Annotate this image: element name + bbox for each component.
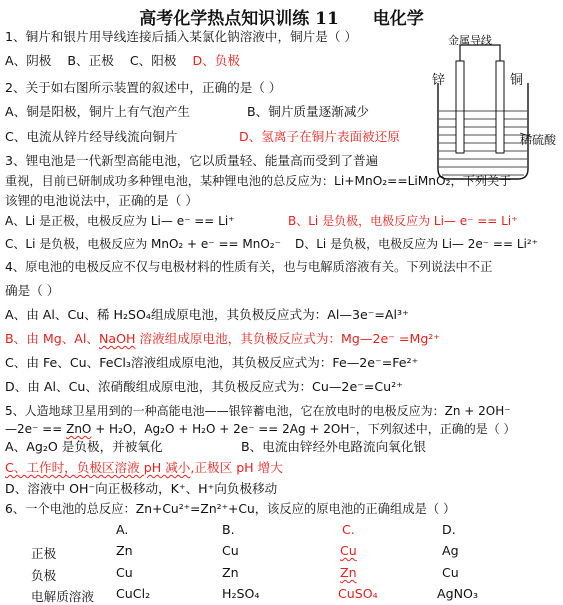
q6-cell: Zn xyxy=(340,565,357,580)
q1-option-b: B、正极 xyxy=(67,53,114,68)
q5-option-c-post: 正极区 pH 增大 xyxy=(194,460,283,475)
q6-stem: 6、一个电池的总反应：Zn+Cu²⁺=Zn²⁺+Cu，该反应的原电池的正确组成是（ ） xyxy=(5,502,456,516)
q4-option-b xyxy=(5,331,440,347)
q5-option-b: B、电流由锌经外电路流向氧化银 xyxy=(241,439,426,454)
q5-row-ab xyxy=(5,439,426,455)
q2-option-a: A、铜是阳极，铜片上有气泡产生 xyxy=(5,104,190,119)
q3-option-c: C、Li 是负极，电极反应为 MnO₂ + e⁻ == MnO₂⁻ xyxy=(5,237,281,251)
q2-row-ab xyxy=(5,104,369,120)
q3-stem-line3: 该锂的电池说法中，正确的是（ ） xyxy=(5,193,198,208)
q4-stem-line1: 4、原电池的电极反应不仅与电极材料的性质有关，也与电解质溶液有关。下列说法中不正 xyxy=(5,260,493,274)
q2-option-c: C、电流从锌片经导线流向铜片 xyxy=(5,129,178,144)
q3-row-cd xyxy=(5,236,538,252)
q2-option-b: B、铜片质量逐渐减少 xyxy=(247,104,369,119)
q1-options xyxy=(5,53,240,69)
q5-stem-line2-post: + H₂O，Ag₂O + H₂O + 2e⁻ == 2Ag + 2OH⁻，下列叙述中，正确的是（ ） xyxy=(91,422,516,436)
q6-row-label: 电解质溶液 xyxy=(31,589,94,604)
q6-header-b: B. xyxy=(222,522,235,537)
q4-option-b-post: 溶液组成原电池，其负极反应式为：Mg—2e⁻ =Mg²⁺ xyxy=(135,331,441,346)
q2-row-cd xyxy=(5,129,400,145)
acid-label: 稀硫酸 xyxy=(520,133,557,147)
q5-stem-line2-pre: —2e⁻ == xyxy=(5,422,67,436)
q6-cell: Ag xyxy=(442,543,459,558)
q6-cell: AgNO₃ xyxy=(437,586,478,601)
q5-stem-line2 xyxy=(5,421,516,437)
q5-option-a: A、Ag₂O 是负极，并被氧化 xyxy=(5,439,163,454)
q3-stem-line1: 3、锂电池是一代新型高能电池，它以质量轻、能量高而受到了普遍 xyxy=(5,153,379,168)
q6-cell: Cu xyxy=(116,565,133,580)
galvanic-cell-figure xyxy=(420,33,562,183)
q6-header-c: C. xyxy=(342,522,355,537)
q6-cell: H₂SO₄ xyxy=(222,586,260,601)
copper-label: 铜 xyxy=(510,73,524,88)
q5-option-c-pre: C、工作时，负极区溶液 pH 减小 xyxy=(5,460,191,475)
q4-option-b-pre: B、由 Mg、Al、 xyxy=(5,331,99,346)
page-title xyxy=(0,4,563,29)
q4-option-a: A、由 Al、Cu、稀 H₂SO₄组成原电池，其负极反应式为：Al—3e⁻=Al³⁺ xyxy=(5,307,409,322)
title-topic: 电化学 xyxy=(372,9,424,29)
q5-stem-squiggle: ZnO xyxy=(66,422,92,436)
q4-stem-line2: 确是（ ） xyxy=(5,283,60,298)
zinc-label: 锌 xyxy=(432,73,446,88)
q3-option-d: D、Li 是负极，电极反应为 Li— 2e⁻ == Li²⁺ xyxy=(295,237,538,251)
q6-cell: Zn xyxy=(222,565,239,580)
wire-label: 金属导线 xyxy=(448,34,492,47)
q6-row-label: 正极 xyxy=(31,546,57,561)
q1-option-a: A、阴极 xyxy=(5,53,52,68)
q5-option-c: C、工作时，负极区溶液 pH 减小,正极区 pH 增大 xyxy=(5,460,283,475)
q6-cell: Zn xyxy=(116,543,133,558)
q6-cell: Cu xyxy=(442,565,459,580)
q6-cell: Cu xyxy=(340,543,357,558)
q2-stem: 2、关于如右图所示装置的叙述中，正确的是（ ） xyxy=(5,80,282,95)
q1-option-c: C、阳极 xyxy=(129,53,177,68)
cell-diagram xyxy=(420,33,562,183)
q4-option-b-squiggle: NaOH xyxy=(99,331,136,346)
q5-option-d: D、溶液中 OH⁻向正极移动，K⁺、H⁺向负极移动 xyxy=(5,481,278,496)
q3-row-ab xyxy=(5,213,518,229)
q6-header-a: A. xyxy=(116,522,129,537)
q6-cell: Cu xyxy=(222,543,239,558)
title-main: 高考化学热点知识训练 11 xyxy=(139,9,339,29)
q6-header-d: D. xyxy=(442,522,456,537)
q5-stem-line1: 5、人造地球卫星用到的一种高能电池——银锌蓄电池，它在放电时的电极反应为：Zn + 2OH⁻ xyxy=(5,404,511,418)
q1-stem: 1、铜片和银片用导线连接后插入某氯化钠溶液中，铜片是（ ） xyxy=(5,29,358,44)
q6-cell: CuSO₄ xyxy=(338,586,378,601)
q3-option-b: B、Li 是负极，电极反应为 Li— e⁻ == Li⁺ xyxy=(288,214,518,228)
q4-option-c: C、由 Fe、Cu、FeCl₃溶液组成原电池，其负极反应式为：Fe—2e⁻=Fe²⁺ xyxy=(5,355,419,370)
q6-cell: CuCl₂ xyxy=(116,586,151,601)
q4-option-d: D、由 Al、Cu、浓硝酸组成原电池，其负极反应式为：Cu—2e⁻=Cu²⁺ xyxy=(5,379,403,394)
q2-option-d: D、氢离子在铜片表面被还原 xyxy=(239,129,400,144)
q1-option-d: D、负极 xyxy=(192,53,240,68)
q6-row-label: 负极 xyxy=(31,568,57,583)
q3-stem-line2: 重视，目前已研制成功多种锂电池，某种锂电池的总反应为：Li+MnO₂==LiMnO₂，下列关于 xyxy=(5,174,512,188)
q3-option-a: A、Li 是正极，电极反应为 Li— e⁻ == Li⁺ xyxy=(5,214,235,228)
